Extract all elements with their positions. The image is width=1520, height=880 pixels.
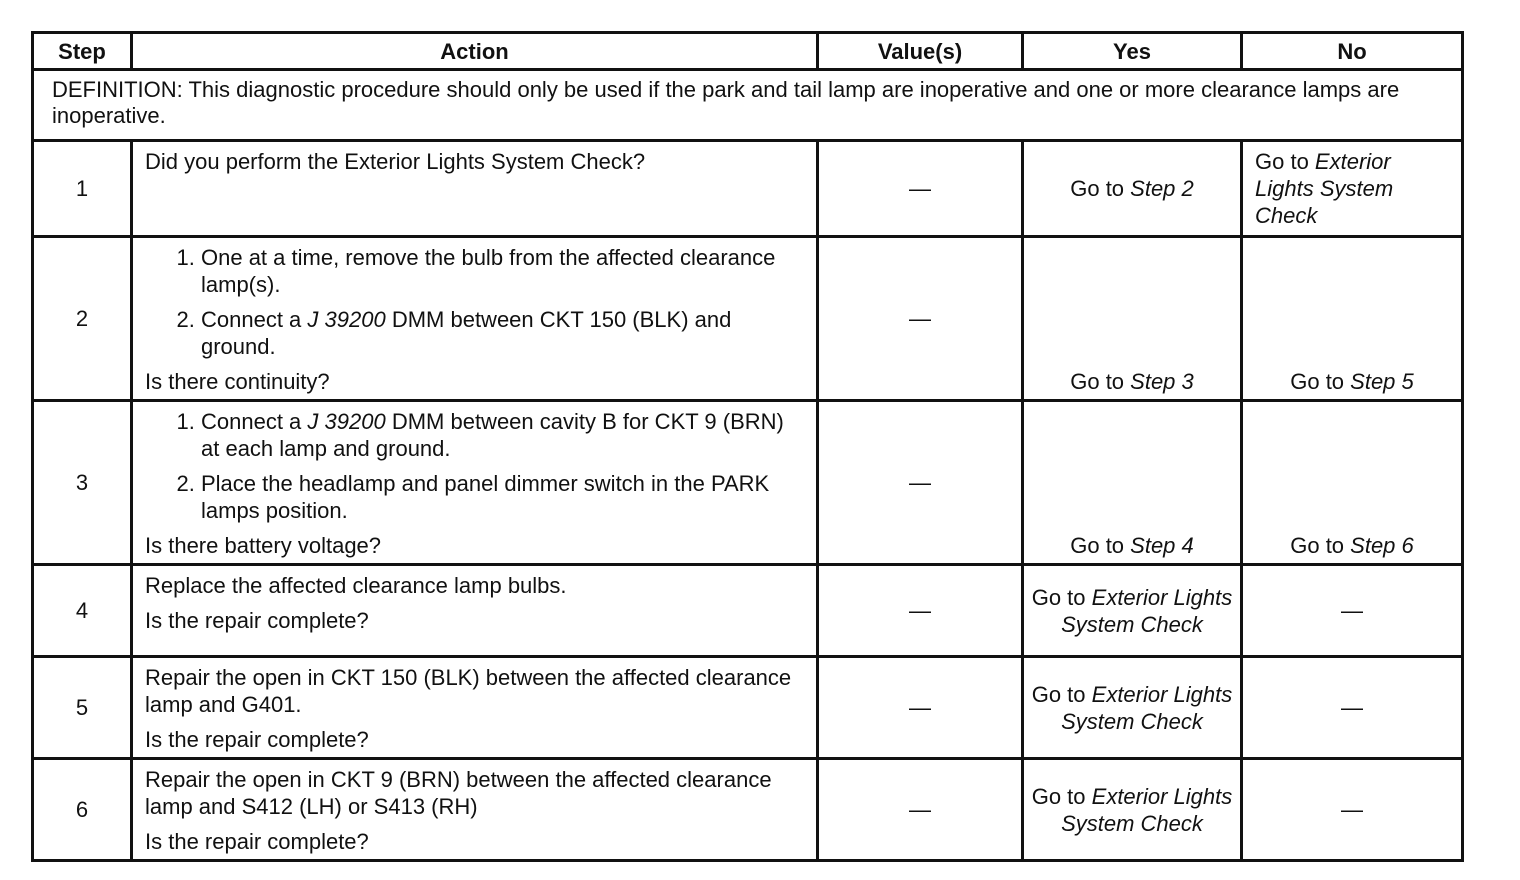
table-row: [33, 657, 1463, 759]
step-number: 1: [33, 141, 132, 237]
header-action: Action: [132, 33, 818, 70]
no-prefix: Go to: [1255, 149, 1315, 174]
action-text: Did you perform the Exterior Lights System Check?: [145, 149, 646, 174]
action-step-item: 2. Place the headlamp and panel dimmer switch in the PARK lamps position.: [201, 470, 804, 524]
action-steps: [145, 408, 804, 524]
header-yes: Yes: [1023, 33, 1242, 70]
action-cell: [132, 759, 818, 861]
header-values: Value(s): [818, 33, 1023, 70]
yes-prefix: Go to: [1070, 533, 1131, 558]
step-text: Connect a: [201, 409, 308, 434]
value-cell: [818, 401, 1023, 565]
definition-row: [33, 70, 1463, 141]
action-step-item: [201, 408, 804, 462]
yes-prefix: Go to: [1031, 681, 1092, 707]
header-row: [33, 33, 1463, 70]
value-text: —: [909, 797, 931, 822]
table-row: [33, 141, 1463, 237]
yes-prefix: Go to: [1070, 176, 1131, 201]
value-cell: [818, 657, 1023, 759]
yes-cell: [1023, 657, 1242, 759]
header-no: No: [1242, 33, 1463, 70]
value-text: —: [909, 176, 931, 201]
no-ref: Step 6: [1350, 533, 1414, 558]
action-steps: [145, 244, 804, 360]
action-cell: [132, 141, 818, 237]
step-number: 4: [33, 565, 132, 657]
action-text: Repair the open in CKT 150 (BLK) between the affected clearance lamp and G401.: [145, 665, 792, 717]
no-prefix: Go to: [1290, 369, 1351, 394]
yes-ref: Exterior Lights System Check: [1061, 783, 1233, 836]
no-ref: Step 5: [1350, 369, 1414, 394]
yes-prefix: Go to: [1070, 369, 1131, 394]
action-text: Replace the affected clearance lamp bulbs.: [145, 573, 567, 598]
no-cell: [1242, 759, 1463, 861]
table-row: [33, 759, 1463, 861]
step-text: Connect a: [201, 307, 308, 332]
action-question: Is the repair complete?: [145, 727, 369, 752]
no-text: —: [1341, 695, 1363, 720]
yes-ref: Exterior Lights System Check: [1061, 584, 1233, 637]
step-number: 2: [33, 237, 132, 401]
no-cell: [1242, 141, 1463, 237]
action-cell: [132, 237, 818, 401]
value-text: —: [909, 470, 931, 495]
no-cell: [1242, 237, 1463, 401]
no-cell: [1242, 657, 1463, 759]
no-ref: Exterior Lights System Check: [1255, 149, 1394, 228]
action-cell: [132, 657, 818, 759]
step-number: 6: [33, 759, 132, 861]
table-row: [33, 565, 1463, 657]
no-cell: [1242, 401, 1463, 565]
yes-ref: Step 2: [1130, 176, 1194, 201]
yes-cell: [1023, 565, 1242, 657]
value-cell: [818, 237, 1023, 401]
yes-ref: Exterior Lights System Check: [1061, 681, 1233, 734]
yes-cell: [1023, 237, 1242, 401]
action-step-item: [201, 306, 804, 360]
tool-ref: J 39200: [307, 307, 386, 332]
action-question: Is the repair complete?: [145, 608, 369, 633]
no-text: —: [1341, 797, 1363, 822]
step-number: 5: [33, 657, 132, 759]
table-row: [33, 237, 1463, 401]
value-text: —: [909, 306, 931, 331]
step-text: and ground.: [201, 307, 732, 359]
header-step: Step: [33, 33, 132, 70]
table-row: [33, 401, 1463, 565]
yes-cell: [1023, 141, 1242, 237]
yes-cell: [1023, 401, 1242, 565]
yes-prefix: Go to: [1031, 783, 1092, 809]
action-step-item: 1. One at a time, remove the bulb from the affected clearance lamp(s).: [201, 244, 804, 298]
step-text: DMM between CKT 150 (BLK): [385, 307, 689, 332]
diagnostic-table: [31, 31, 1464, 862]
action-cell: [132, 565, 818, 657]
value-text: —: [909, 695, 931, 720]
no-prefix: Go to: [1290, 533, 1351, 558]
action-question: Is there continuity?: [145, 369, 330, 394]
yes-ref: Step 3: [1130, 369, 1194, 394]
action-question: Is the repair complete?: [145, 829, 369, 854]
action-question: Is there battery voltage?: [145, 533, 382, 558]
step-text: DMM between cavity B for CKT 9 (BRN) at each lamp and ground.: [201, 409, 784, 461]
no-text: —: [1341, 598, 1363, 623]
definition-text: DEFINITION: This diagnostic procedure should only be used if the park and tail lamp are inoperative and one or more clearance lamps are inoperative.: [33, 70, 1463, 141]
action-text: Repair the open in CKT 9 (BRN) between the affected clearance lamp and S412 (LH) or S413 (RH): [145, 767, 772, 819]
yes-cell: [1023, 759, 1242, 861]
value-cell: [818, 565, 1023, 657]
value-cell: [818, 759, 1023, 861]
action-cell: [132, 401, 818, 565]
no-cell: [1242, 565, 1463, 657]
value-text: —: [909, 598, 931, 623]
step-number: 3: [33, 401, 132, 565]
value-cell: [818, 141, 1023, 237]
tool-ref: J 39200: [307, 409, 386, 434]
yes-ref: Step 4: [1130, 533, 1194, 558]
yes-prefix: Go to: [1031, 584, 1092, 610]
